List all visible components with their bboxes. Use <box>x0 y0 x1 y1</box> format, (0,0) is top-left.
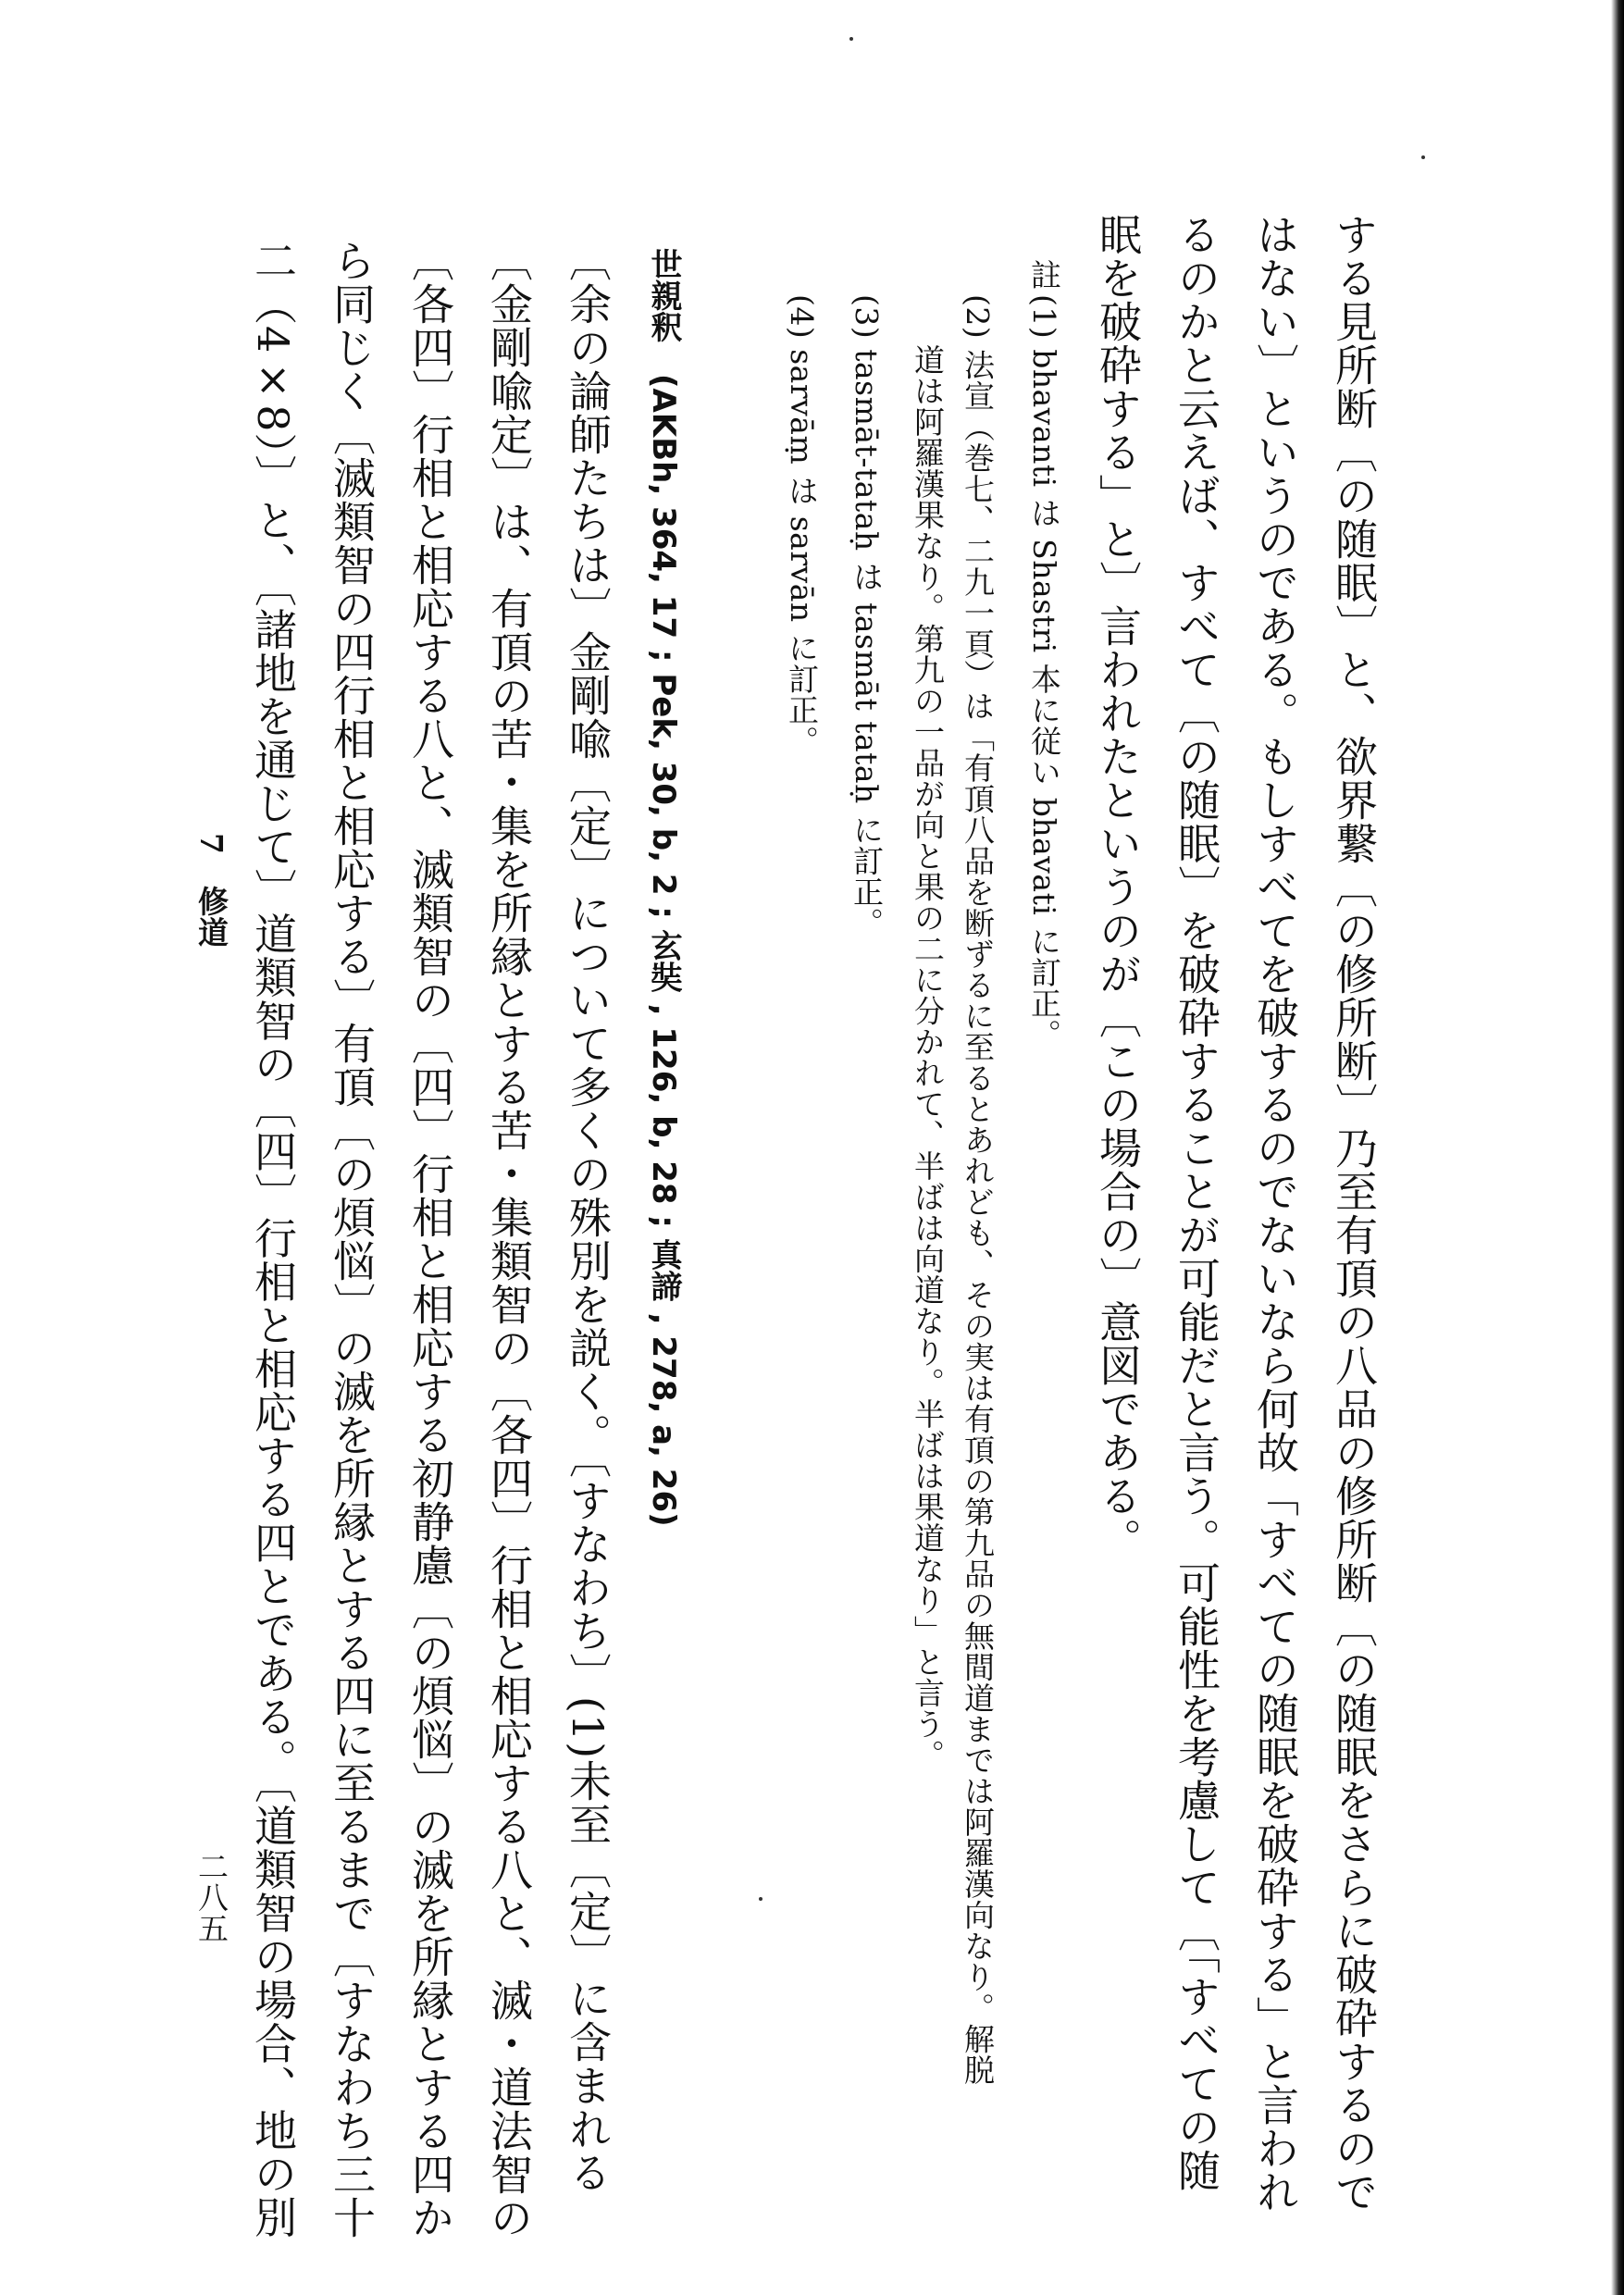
main-text-line: るのかと云えば、すべて〔の随眠〕を破砕することが可能だと言う。可能性を考慮して〔「すべての随 <box>1172 213 1221 2192</box>
page-number: 二八五 <box>193 1851 229 1944</box>
scan-speck <box>759 1897 762 1901</box>
note-2 <box>960 294 996 2086</box>
note-3 <box>849 294 885 938</box>
main-text-line: する見所断〔の随眠〕と、欲界繋〔の修所断〕乃至有頂の八品の修所断〔の随眠をさらに破砕するので <box>1329 213 1379 2214</box>
notes-label: 註 <box>1026 259 1062 291</box>
section-text-line: ら同じく〔滅類智の四行相と相応する〕有頂〔の煩悩〕の滅を所縁とする四に至るまで〔すなわち三十 <box>327 239 377 2239</box>
note-marker: (1) <box>1026 294 1062 340</box>
page-edge-shadow <box>1611 0 1624 2295</box>
note-marker: (3) <box>849 294 885 340</box>
scan-speck <box>1421 155 1425 159</box>
note-2-cont: 道は阿羅漢果なり。第九の一品が向と果の二に分かれて、半ばは向道なり。半ばは果道なり」と言う。 <box>910 344 946 1770</box>
note-1 <box>1026 294 1062 1050</box>
note-4 <box>784 294 820 757</box>
section-text-line: 〔金剛喩定〕は、有頂の苦・集を所縁とする苦・集類智の〔各四〕行相と相応する八と、滅・道法智の <box>484 239 534 2239</box>
chapter-label: 7 修道 <box>193 833 229 948</box>
section-text-line: 〔各四〕行相と相応する八と、滅類智の〔四〕行相と相応する初静慮〔の煩悩〕の滅を所縁とする四か <box>405 239 455 2239</box>
section-heading: 世親釈 (AKBh, 364, 17 ; Pek, 30, b, 2 ; 玄奘 , 126, b, 28 ; 真諦 , 278, a, 26) <box>645 248 682 1527</box>
section-text-line: 〔余の論師たちは〕金剛喩〔定〕について多くの殊別を説く。〔すなわち〕(1)未至〔定〕に含まれる <box>563 239 613 2195</box>
section-text-line: 二（4×8）〕と、〔諸地を通じて〕道類智の〔四〕行相と相応する四とである。〔道類智の場合、地の別 <box>248 239 298 2239</box>
note-text: tasmāt-tataḥ は tasmāt tataḥ に訂正。 <box>849 349 885 938</box>
note-text: 法宣（巻七、二九一頁）は「有頂八品を断ずるに至るとあれども、その実は有頂の第九品の無間道までは阿羅漢向なり。解脱 <box>960 349 996 2086</box>
note-text: bhavanti は Shastri 本に従い bhavati に訂正。 <box>1026 349 1062 1050</box>
scan-speck <box>849 37 853 41</box>
main-text-line: はない〕というのである。もしすべてを破するのでないなら何故「すべての随眠を破砕する」と言われ <box>1250 213 1300 2214</box>
note-marker: (2) <box>960 294 996 340</box>
main-text-line: 眠を破砕する」と〕言われたというのが〔この場合の〕意図である。 <box>1093 213 1143 1561</box>
note-marker: (4) <box>784 294 820 340</box>
note-text: sarvāṃ は sarvān に訂正。 <box>784 349 820 757</box>
